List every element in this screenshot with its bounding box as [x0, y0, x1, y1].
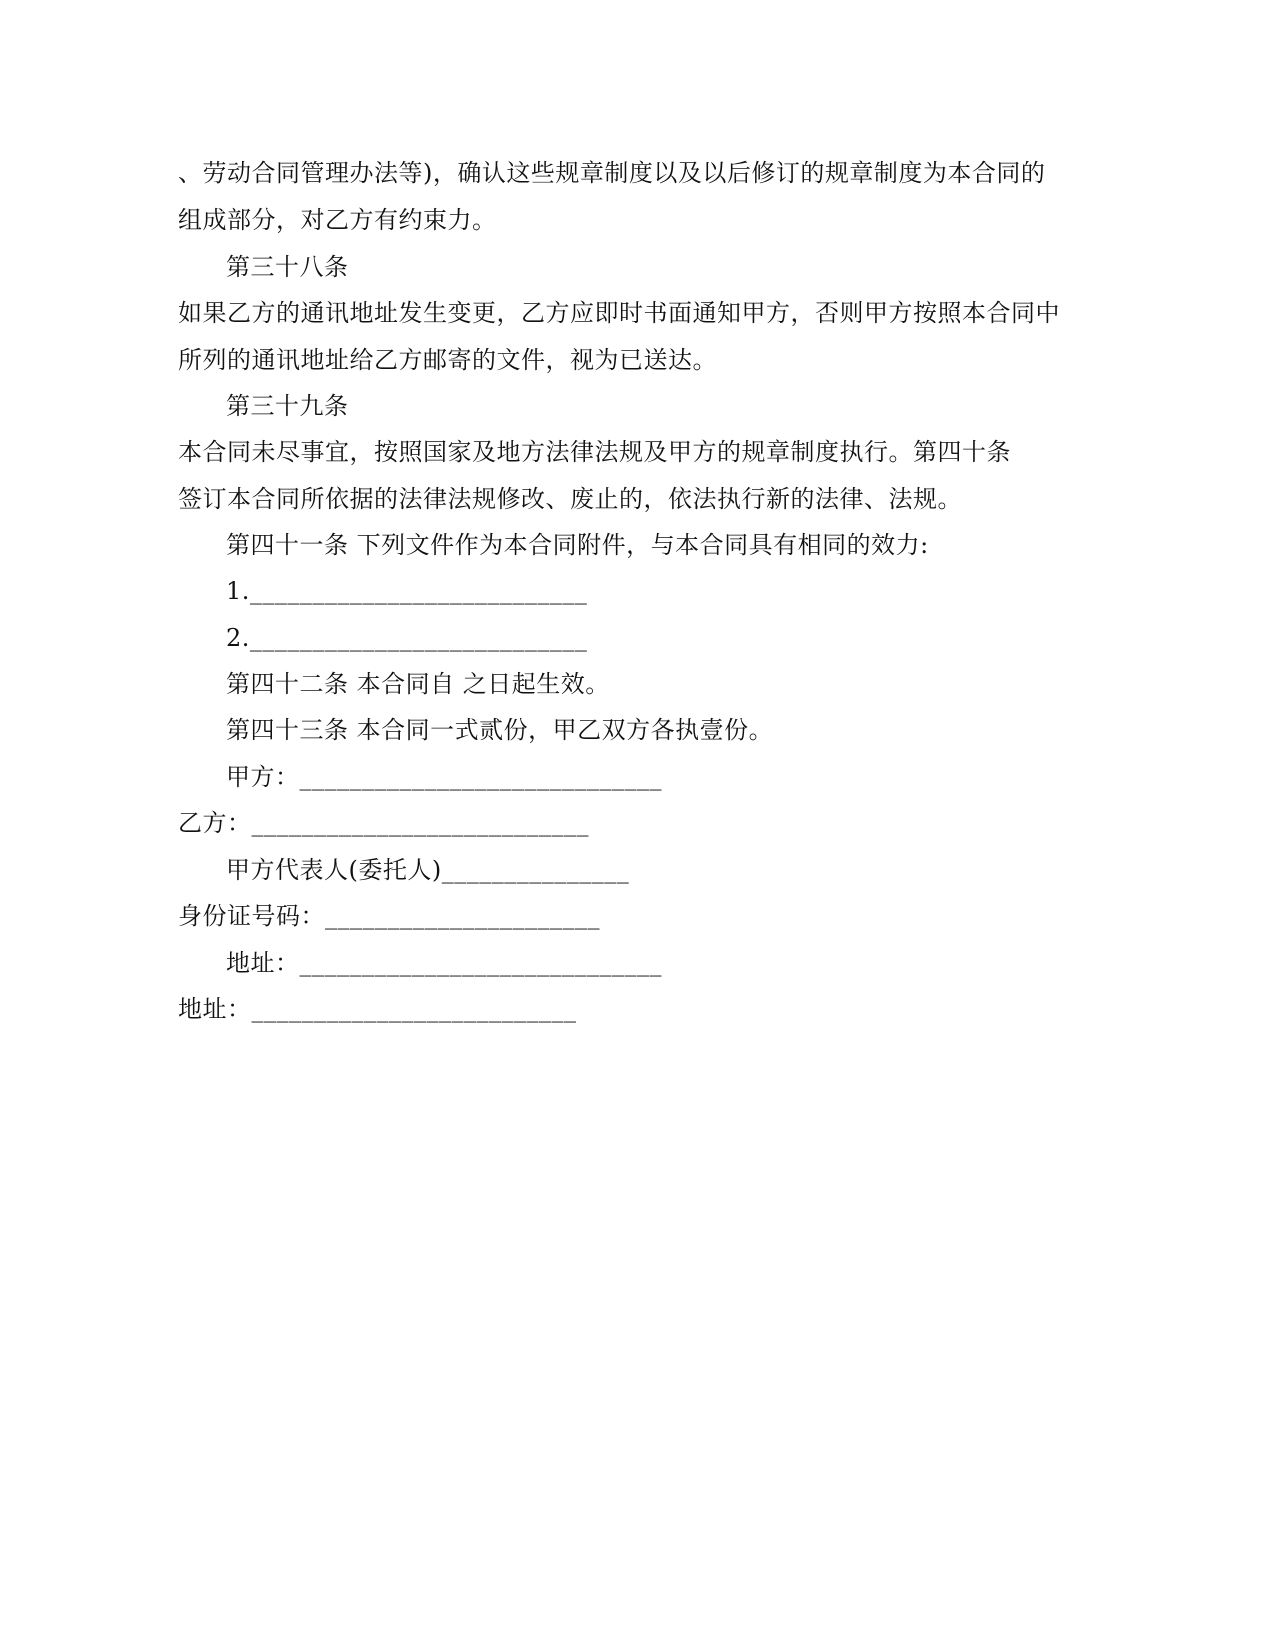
attachment-line: 1.___________________________	[226, 577, 588, 605]
article-heading: 第三十八条	[226, 253, 349, 281]
address-line: 地址：_____________________________	[226, 949, 662, 977]
article-line: 第四十一条 下列文件作为本合同附件，与本合同具有相同的效力:	[226, 531, 929, 559]
signature-line-party-a: 甲方：_____________________________	[226, 763, 662, 791]
article-line: 第四十二条 本合同自 之日起生效。	[226, 670, 610, 698]
body-text-line: 如果乙方的通讯地址发生变更，乙方应即时书面通知甲方，否则甲方按照本合同中	[178, 299, 1060, 327]
body-text-line: 组成部分，对乙方有约束力。	[178, 206, 497, 234]
article-line: 第四十三条 本合同一式贰份，甲乙双方各执壹份。	[226, 716, 774, 744]
body-text-line: 、劳动合同管理办法等)，确认这些规章制度以及以后修订的规章制度为本合同的	[178, 159, 1046, 187]
representative-line: 甲方代表人(委托人)_______________	[226, 856, 630, 884]
body-text-line: 本合同未尽事宜，按照国家及地方法律法规及甲方的规章制度执行。第四十条	[178, 438, 1011, 466]
address-line: 地址：__________________________	[178, 995, 577, 1023]
attachment-line: 2.___________________________	[226, 624, 588, 652]
article-heading: 第三十九条	[226, 392, 349, 420]
body-text-line: 签订本合同所依据的法律法规修改、废止的，依法执行新的法律、法规。	[178, 485, 962, 513]
id-number-line: 身份证号码：______________________	[178, 902, 600, 930]
body-text-line: 所列的通讯地址给乙方邮寄的文件，视为已送达。	[178, 346, 717, 374]
signature-line-party-b: 乙方：___________________________	[178, 809, 589, 837]
